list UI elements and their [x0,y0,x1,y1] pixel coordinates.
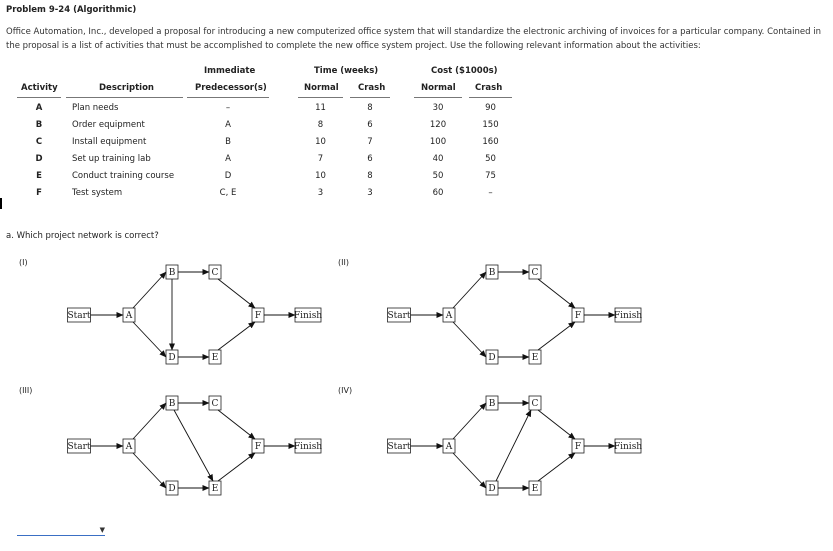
problem-intro: Office Automation, Inc., developed a proposal for introducing a new computerized office system that will standardize the electronic archiving of invoices for a particular company. Contained in the proposal is a list of activities that must be accomplished to complete the new office system project. Use the following relevant information about the activities: [6,27,821,51]
node-b-label: B [168,268,176,278]
node-f [252,439,264,453]
cost-normal-cell: 100 [429,137,447,147]
time-crash-cell: 8 [367,103,373,113]
start-node-label: Start [387,311,411,321]
description-cell: Conduct training course [72,171,175,181]
predecessor-cell: A [225,154,231,164]
cost-crash-cell: 160 [482,137,499,147]
node-f [252,308,264,322]
finish-node [614,308,642,322]
chevron-down-icon: ▼ [99,526,105,534]
time-crash-cell: 6 [367,154,373,164]
problem-title: Problem 9-24 (Algorithmic) [6,5,137,15]
network-label-1: (I) [19,258,28,267]
start-node-label: Start [67,311,91,321]
node-b [486,396,498,410]
header-cost-crash: Crash [475,83,503,93]
precedence-arrow [453,453,486,488]
cost-crash-cell: 75 [485,171,496,181]
finish-node-label: Finish [293,311,323,321]
network-label-2: (II) [338,258,349,267]
node-a [443,439,455,453]
node-a-label: A [445,311,453,321]
finish-node-label: Finish [613,442,643,452]
start-node-label: Start [67,442,91,452]
time-normal-cell: 11 [315,103,326,113]
cost-normal-cell: 60 [432,188,444,198]
finish-node-label: Finish [293,442,323,452]
predecessor-cell: – [225,103,231,113]
node-a [443,308,455,322]
precedence-arrow [133,322,166,357]
node-c [529,265,541,279]
node-e [209,350,221,364]
predecessor-cell: A [225,120,231,130]
node-b-label: B [168,399,176,409]
activity-cell: C [35,137,43,147]
description-cell: Order equipment [72,120,145,130]
node-b [166,396,178,410]
precedence-arrow [538,322,575,350]
node-d [486,350,498,364]
network-label-3: (III) [19,386,33,395]
description-cell: Test system [72,188,123,198]
description-cell: Install equipment [72,137,147,147]
finish-node [294,308,322,322]
node-c-label: C [211,268,219,278]
time-crash-cell: 3 [367,188,373,198]
node-d-label: D [168,484,176,494]
time-normal-cell: 8 [317,120,324,130]
precedence-arrow [538,279,575,308]
header-time-crash: Crash [358,83,386,93]
activity-cell: A [35,103,43,113]
cost-normal-cell: 30 [432,103,444,113]
precedence-arrow [218,410,255,439]
node-e [209,481,221,495]
cost-crash-cell: – [488,188,493,198]
start-node [67,308,90,322]
precedence-arrow [218,453,255,481]
node-c-label: C [531,268,539,278]
finish-node [614,439,642,453]
start-node-label: Start [387,442,411,452]
node-b [166,265,178,279]
predecessor-cell: B [225,137,231,147]
precedence-arrow [133,403,166,439]
time-normal-cell: 3 [317,188,324,198]
precedence-arrow [174,410,213,481]
node-d-label: D [488,353,496,363]
node-c-label: C [531,399,539,409]
node-f-label: F [254,311,262,321]
precedence-arrow [538,410,575,439]
node-f-label: F [254,442,262,452]
node-e-label: E [531,353,539,363]
node-a [123,308,135,322]
node-d-label: D [488,484,496,494]
node-b-label: B [488,399,496,409]
time-normal-cell: 10 [315,171,326,181]
node-c [529,396,541,410]
node-f [572,308,584,322]
cost-crash-cell: 50 [485,154,496,164]
start-node [387,308,410,322]
node-f [572,439,584,453]
time-crash-cell: 8 [367,171,373,181]
node-a-label: A [445,442,453,452]
predecessor-cell: C, E [219,188,237,198]
node-a-label: A [125,442,133,452]
start-node [67,439,90,453]
precedence-arrow [218,322,255,350]
node-f-label: F [574,311,582,321]
node-c [209,396,221,410]
activity-cell: F [36,188,42,198]
precedence-arrow [133,453,166,488]
header-predecessor: Predecessor(s) [195,83,267,93]
finish-node-label: Finish [613,311,643,321]
cost-normal-cell: 40 [432,154,444,164]
precedence-arrow [133,272,166,308]
activity-cell: D [35,154,43,164]
answer-select[interactable] [17,526,105,536]
precedence-arrow [218,279,255,308]
node-a-label: A [125,311,133,321]
node-e-label: E [211,353,219,363]
header-time-group: Time (weeks) [314,66,379,76]
node-f-label: F [574,442,582,452]
network-label-4: (IV) [338,386,353,395]
description-cell: Set up training lab [72,154,151,164]
cost-crash-cell: 90 [485,103,496,113]
header-activity: Activity [21,83,58,93]
cost-normal-cell: 120 [429,120,447,130]
start-node [387,439,410,453]
node-b [486,265,498,279]
precedence-arrow [453,272,486,308]
node-d [166,481,178,495]
time-crash-cell: 7 [367,137,373,147]
header-immediate: Immediate [204,66,256,76]
precedence-arrow [538,453,575,481]
node-e [529,481,541,495]
cost-normal-cell: 50 [432,171,444,181]
node-d [166,350,178,364]
node-c-label: C [211,399,219,409]
node-e [529,350,541,364]
node-e-label: E [531,484,539,494]
node-a [123,439,135,453]
cost-crash-cell: 150 [482,120,499,130]
precedence-arrow [496,410,531,481]
header-cost-group: Cost ($1000s) [431,66,498,76]
question-text: a. Which project network is correct? [6,231,159,241]
precedence-arrow [453,322,486,357]
node-d [486,481,498,495]
node-e-label: E [211,484,219,494]
node-c [209,265,221,279]
node-d-label: D [168,353,176,363]
predecessor-cell: D [224,171,232,181]
activity-cell: B [35,120,43,130]
activity-cell: E [36,171,42,181]
header-time-normal: Normal [304,83,339,93]
header-description: Description [99,83,154,93]
node-b-label: B [488,268,496,278]
time-normal-cell: 7 [317,154,324,164]
header-cost-normal: Normal [421,83,456,93]
description-cell: Plan needs [72,103,119,113]
finish-node [294,439,322,453]
time-normal-cell: 10 [315,137,326,147]
time-crash-cell: 6 [367,120,373,130]
precedence-arrow [453,403,486,439]
